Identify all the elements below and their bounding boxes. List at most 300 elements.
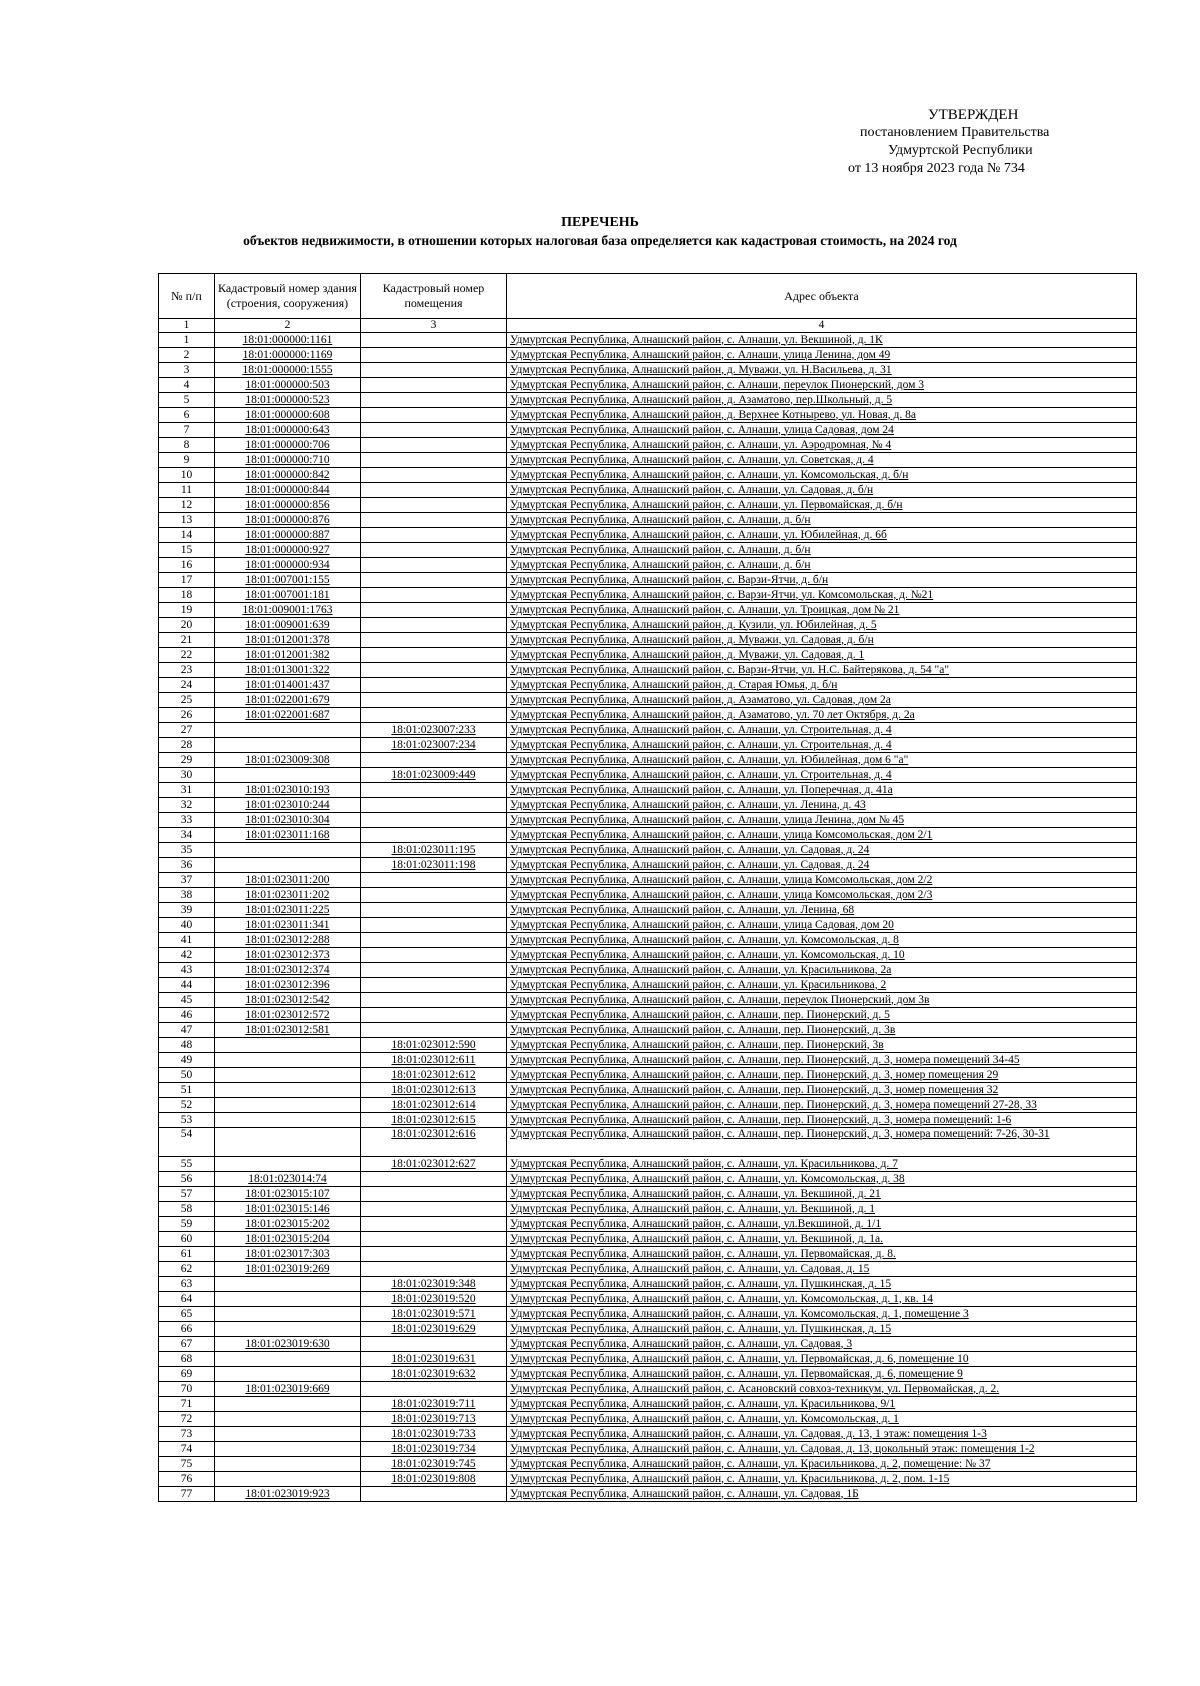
- object-address: Удмуртская Республика, Алнашский район, с. Алнаши, пер. Пионерский, д. 5: [507, 1008, 1137, 1023]
- table-row: [159, 918, 1137, 933]
- building-cadastral-number: [215, 1038, 361, 1053]
- room-cadastral-number: 18:01:023019:348: [361, 1277, 507, 1292]
- row-number: 65: [159, 1307, 215, 1322]
- document-subtitle: объектов недвижимости, в отношении которых налоговая база определяется как кадастровая стоимость, на 2024 год: [243, 233, 957, 248]
- row-number: 71: [159, 1397, 215, 1412]
- table-row: [159, 1457, 1137, 1472]
- object-address: Удмуртская Республика, Алнашский район, с. Алнаши, ул. Юбилейная, д. 6б: [507, 528, 1137, 543]
- table-row: [159, 768, 1137, 783]
- building-cadastral-number: 18:01:000000:887: [215, 528, 361, 543]
- row-number: 47: [159, 1023, 215, 1038]
- row-number: 50: [159, 1068, 215, 1083]
- object-address: Удмуртская Республика, Алнашский район, с. Алнаши, пер. Пионерский, д. 3, номер помещения 32: [507, 1083, 1137, 1098]
- table-row: [159, 1232, 1137, 1247]
- building-cadastral-number: [215, 1292, 361, 1307]
- row-number: 66: [159, 1322, 215, 1337]
- row-number: 73: [159, 1427, 215, 1442]
- row-number: 17: [159, 573, 215, 588]
- room-cadastral-number: [361, 918, 507, 933]
- object-address: Удмуртская Республика, Алнашский район, с. Алнаши, ул. Векшиной, д. 21: [507, 1187, 1137, 1202]
- row-number: 62: [159, 1262, 215, 1277]
- room-cadastral-number: [361, 963, 507, 978]
- building-cadastral-number: 18:01:023011:168: [215, 828, 361, 843]
- row-number: 74: [159, 1442, 215, 1457]
- row-number: 5: [159, 393, 215, 408]
- room-cadastral-number: [361, 543, 507, 558]
- room-cadastral-number: [361, 1262, 507, 1277]
- object-address: Удмуртская Республика, Алнашский район, с. Алнаши, улица Садовая, дом 24: [507, 423, 1137, 438]
- object-address: Удмуртская Республика, Алнашский район, с. Алнаши, переулок Пионерский, дом 3: [507, 378, 1137, 393]
- row-number: 11: [159, 483, 215, 498]
- row-number: 39: [159, 903, 215, 918]
- row-number: 72: [159, 1412, 215, 1427]
- room-cadastral-number: [361, 1008, 507, 1023]
- room-cadastral-number: [361, 678, 507, 693]
- row-number: 64: [159, 1292, 215, 1307]
- table-row: [159, 468, 1137, 483]
- column-number: 4: [507, 319, 1137, 333]
- room-cadastral-number: 18:01:023009:449: [361, 768, 507, 783]
- object-address: Удмуртская Республика, Алнашский район, с. Алнаши, ул. Комсомольская, д. 10: [507, 948, 1137, 963]
- building-cadastral-number: 18:01:000000:643: [215, 423, 361, 438]
- building-cadastral-number: 18:01:023010:193: [215, 783, 361, 798]
- room-cadastral-number: [361, 498, 507, 513]
- object-address: Удмуртская Республика, Алнашский район, д. Муважи, ул. Садовая, д. б/н: [507, 633, 1137, 648]
- table-row: [159, 1487, 1137, 1502]
- object-address: Удмуртская Республика, Алнашский район, с. Алнаши, ул. Юбилейная, дом 6 "а": [507, 753, 1137, 768]
- building-cadastral-number: [215, 1412, 361, 1427]
- building-cadastral-number: 18:01:023011:202: [215, 888, 361, 903]
- room-cadastral-number: [361, 933, 507, 948]
- room-cadastral-number: [361, 753, 507, 768]
- table-row: [159, 1068, 1137, 1083]
- room-cadastral-number: [361, 408, 507, 423]
- object-address: Удмуртская Республика, Алнашский район, с. Алнаши, улица Садовая, дом 20: [507, 918, 1137, 933]
- table-row: [159, 423, 1137, 438]
- building-cadastral-number: 18:01:022001:679: [215, 693, 361, 708]
- room-cadastral-number: 18:01:023011:198: [361, 858, 507, 873]
- object-address: Удмуртская Республика, Алнашский район, с. Алнаши, ул. Садовая, д. 24: [507, 858, 1137, 873]
- row-number: 34: [159, 828, 215, 843]
- building-cadastral-number: 18:01:023011:225: [215, 903, 361, 918]
- building-cadastral-number: 18:01:000000:934: [215, 558, 361, 573]
- building-cadastral-number: 18:01:012001:382: [215, 648, 361, 663]
- building-cadastral-number: 18:01:022001:687: [215, 708, 361, 723]
- row-number: 52: [159, 1098, 215, 1113]
- building-cadastral-number: [215, 738, 361, 753]
- row-number: 69: [159, 1367, 215, 1382]
- building-cadastral-number: [215, 1457, 361, 1472]
- table-row: [159, 378, 1137, 393]
- table-row: [159, 1053, 1137, 1068]
- building-cadastral-number: [215, 1128, 361, 1157]
- object-address: Удмуртская Республика, Алнашский район, с. Алнаши, ул. Первомайская, д. 6, помещение 10: [507, 1352, 1137, 1367]
- building-cadastral-number: [215, 1157, 361, 1172]
- column-number-row: [159, 319, 1137, 333]
- table-row: [159, 843, 1137, 858]
- table-row: [159, 678, 1137, 693]
- room-cadastral-number: [361, 948, 507, 963]
- room-cadastral-number: [361, 903, 507, 918]
- object-address: Удмуртская Республика, Алнашский район, с. Алнаши, ул. Первомайская, д. 6, помещение 9: [507, 1367, 1137, 1382]
- table-row: [159, 813, 1137, 828]
- building-cadastral-number: 18:01:007001:155: [215, 573, 361, 588]
- room-cadastral-number: [361, 573, 507, 588]
- object-address: Удмуртская Республика, Алнашский район, с. Алнаши, ул. Ленина, 68: [507, 903, 1137, 918]
- building-cadastral-number: 18:01:014001:437: [215, 678, 361, 693]
- table-row: [159, 1098, 1137, 1113]
- object-address: Удмуртская Республика, Алнашский район, с. Алнаши, ул. Векшиной, д. 1а.: [507, 1232, 1137, 1247]
- row-number: 61: [159, 1247, 215, 1262]
- object-address: Удмуртская Республика, Алнашский район, с. Алнаши, переулок Пионерский, дом 3в: [507, 993, 1137, 1008]
- row-number: 6: [159, 408, 215, 423]
- building-cadastral-number: [215, 1397, 361, 1412]
- row-number: 9: [159, 453, 215, 468]
- object-address: Удмуртская Республика, Алнашский район, с. Алнаши, ул. Пушкинская, д. 15: [507, 1322, 1137, 1337]
- room-cadastral-number: [361, 513, 507, 528]
- object-address: Удмуртская Республика, Алнашский район, с. Алнаши, д. б/н: [507, 558, 1137, 573]
- object-address: Удмуртская Республика, Алнашский район, с. Алнаши, ул. Садовая, д. 24: [507, 843, 1137, 858]
- building-cadastral-number: 18:01:000000:523: [215, 393, 361, 408]
- row-number: 29: [159, 753, 215, 768]
- building-cadastral-number: [215, 1113, 361, 1128]
- property-table: [158, 273, 1137, 1502]
- header-number: № п/п: [159, 274, 215, 319]
- building-cadastral-number: 18:01:023015:202: [215, 1217, 361, 1232]
- object-address: Удмуртская Республика, Алнашский район, с. Алнаши, ул. Ленина, д. 43: [507, 798, 1137, 813]
- building-cadastral-number: 18:01:023015:107: [215, 1187, 361, 1202]
- building-cadastral-number: 18:01:009001:639: [215, 618, 361, 633]
- room-cadastral-number: [361, 783, 507, 798]
- object-address: Удмуртская Республика, Алнашский район, с. Алнаши, улица Комсомольская, дом 2/3: [507, 888, 1137, 903]
- row-number: 18: [159, 588, 215, 603]
- row-number: 26: [159, 708, 215, 723]
- room-cadastral-number: [361, 1487, 507, 1502]
- building-cadastral-number: 18:01:012001:378: [215, 633, 361, 648]
- table-body: [159, 333, 1137, 1502]
- building-cadastral-number: 18:01:023019:269: [215, 1262, 361, 1277]
- row-number: 33: [159, 813, 215, 828]
- table-header-row: [159, 274, 1137, 319]
- room-cadastral-number: [361, 648, 507, 663]
- building-cadastral-number: 18:01:023014:74: [215, 1172, 361, 1187]
- row-number: 42: [159, 948, 215, 963]
- table-row: [159, 348, 1137, 363]
- building-cadastral-number: 18:01:000000:1555: [215, 363, 361, 378]
- object-address: Удмуртская Республика, Алнашский район, с. Варзи-Ятчи, д. б/н: [507, 573, 1137, 588]
- building-cadastral-number: [215, 1277, 361, 1292]
- object-address: Удмуртская Республика, Алнашский район, с. Алнаши, ул. Садовая, д. б/н: [507, 483, 1137, 498]
- room-cadastral-number: [361, 663, 507, 678]
- table-row: [159, 1412, 1137, 1427]
- room-cadastral-number: [361, 873, 507, 888]
- table-row: [159, 1038, 1137, 1053]
- room-cadastral-number: 18:01:023012:615: [361, 1113, 507, 1128]
- object-address: Удмуртская Республика, Алнашский район, с. Алнаши, ул. Строительная, д. 4: [507, 723, 1137, 738]
- row-number: 77: [159, 1487, 215, 1502]
- table-row: [159, 1442, 1137, 1457]
- building-cadastral-number: 18:01:000000:1161: [215, 333, 361, 348]
- building-cadastral-number: [215, 1053, 361, 1068]
- column-number: 1: [159, 319, 215, 333]
- object-address: Удмуртская Республика, Алнашский район, с. Алнаши, пер. Пионерский, д. 3, номера помещений 34-45: [507, 1053, 1137, 1068]
- room-cadastral-number: [361, 348, 507, 363]
- object-address: Удмуртская Республика, Алнашский район, с. Алнаши, ул. Векшиной, д. 1К: [507, 333, 1137, 348]
- row-number: 8: [159, 438, 215, 453]
- building-cadastral-number: [215, 768, 361, 783]
- room-cadastral-number: 18:01:023019:734: [361, 1442, 507, 1457]
- object-address: Удмуртская Республика, Алнашский район, с. Алнаши, ул. Первомайская, д. 8.: [507, 1247, 1137, 1262]
- table-row: [159, 1352, 1137, 1367]
- row-number: 38: [159, 888, 215, 903]
- building-cadastral-number: 18:01:013001:322: [215, 663, 361, 678]
- table-row: [159, 873, 1137, 888]
- table-row: [159, 1217, 1137, 1232]
- object-address: Удмуртская Республика, Алнашский район, с. Алнаши, улица Комсомольская, дом 2/2: [507, 873, 1137, 888]
- room-cadastral-number: [361, 1172, 507, 1187]
- table-row: [159, 438, 1137, 453]
- row-number: 24: [159, 678, 215, 693]
- row-number: 48: [159, 1038, 215, 1053]
- table-row: [159, 528, 1137, 543]
- building-cadastral-number: [215, 1427, 361, 1442]
- object-address: Удмуртская Республика, Алнашский район, с. Алнаши, ул. Советская, д. 4: [507, 453, 1137, 468]
- row-number: 43: [159, 963, 215, 978]
- row-number: 19: [159, 603, 215, 618]
- room-cadastral-number: [361, 333, 507, 348]
- row-number: 23: [159, 663, 215, 678]
- object-address: Удмуртская Республика, Алнашский район, с. Алнаши, ул. Красильникова, 2: [507, 978, 1137, 993]
- object-address: Удмуртская Республика, Алнашский район, д. Муважи, ул. Садовая, д. 1: [507, 648, 1137, 663]
- room-cadastral-number: [361, 633, 507, 648]
- table-row: [159, 1083, 1137, 1098]
- table-row: [159, 888, 1137, 903]
- object-address: Удмуртская Республика, Алнашский район, с. Алнаши, ул. Векшиной, д. 1: [507, 1202, 1137, 1217]
- room-cadastral-number: 18:01:023019:713: [361, 1412, 507, 1427]
- table-row: [159, 543, 1137, 558]
- object-address: Удмуртская Республика, Алнашский район, с. Алнаши, ул. Садовая, д. 15: [507, 1262, 1137, 1277]
- table-row: [159, 693, 1137, 708]
- object-address: Удмуртская Республика, Алнашский район, с. Алнаши, д. б/н: [507, 513, 1137, 528]
- building-cadastral-number: 18:01:000000:710: [215, 453, 361, 468]
- table-row: [159, 858, 1137, 873]
- row-number: 30: [159, 768, 215, 783]
- object-address: Удмуртская Республика, Алнашский район, с. Варзи-Ятчи, ул. Н.С. Байтерякова, д. 54 "а": [507, 663, 1137, 678]
- table-row: [159, 708, 1137, 723]
- object-address: Удмуртская Республика, Алнашский район, с. Алнаши, ул. Садовая, 1Б: [507, 1487, 1137, 1502]
- building-cadastral-number: 18:01:009001:1763: [215, 603, 361, 618]
- room-cadastral-number: [361, 618, 507, 633]
- table-row: [159, 483, 1137, 498]
- room-cadastral-number: [361, 993, 507, 1008]
- table-row: [159, 738, 1137, 753]
- room-cadastral-number: [361, 1023, 507, 1038]
- building-cadastral-number: 18:01:000000:842: [215, 468, 361, 483]
- table-row: [159, 1277, 1137, 1292]
- table-row: [159, 588, 1137, 603]
- table-row: [159, 1322, 1137, 1337]
- room-cadastral-number: [361, 1247, 507, 1262]
- room-cadastral-number: [361, 813, 507, 828]
- row-number: 63: [159, 1277, 215, 1292]
- room-cadastral-number: 18:01:023019:631: [361, 1352, 507, 1367]
- room-cadastral-number: [361, 558, 507, 573]
- room-cadastral-number: [361, 1337, 507, 1352]
- building-cadastral-number: 18:01:023019:669: [215, 1382, 361, 1397]
- building-cadastral-number: 18:01:023015:204: [215, 1232, 361, 1247]
- header-building-cadastral: Кадастровый номер здания (строения, сооружения): [215, 274, 361, 319]
- row-number: 3: [159, 363, 215, 378]
- row-number: 75: [159, 1457, 215, 1472]
- room-cadastral-number: 18:01:023012:627: [361, 1157, 507, 1172]
- row-number: 14: [159, 528, 215, 543]
- building-cadastral-number: 18:01:023012:373: [215, 948, 361, 963]
- room-cadastral-number: [361, 978, 507, 993]
- room-cadastral-number: [361, 468, 507, 483]
- column-number: 3: [361, 319, 507, 333]
- room-cadastral-number: 18:01:023012:614: [361, 1098, 507, 1113]
- room-cadastral-number: [361, 798, 507, 813]
- object-address: Удмуртская Республика, Алнашский район, д. Азаматово, ул. Садовая, дом 2а: [507, 693, 1137, 708]
- approval-stamp: [848, 106, 1080, 178]
- room-cadastral-number: 18:01:023007:233: [361, 723, 507, 738]
- object-address: Удмуртская Республика, Алнашский район, с. Алнаши, ул. Комсомольская, д. б/н: [507, 468, 1137, 483]
- row-number: 10: [159, 468, 215, 483]
- building-cadastral-number: 18:01:023010:244: [215, 798, 361, 813]
- row-number: 58: [159, 1202, 215, 1217]
- building-cadastral-number: 18:01:023012:396: [215, 978, 361, 993]
- table-row: [159, 963, 1137, 978]
- row-number: 55: [159, 1157, 215, 1172]
- building-cadastral-number: [215, 1307, 361, 1322]
- table-row: [159, 1023, 1137, 1038]
- row-number: 16: [159, 558, 215, 573]
- approval-line-1: постановлением Правительства: [860, 125, 1050, 140]
- object-address: Удмуртская Республика, Алнашский район, с. Алнаши, ул. Комсомольская, д. 8: [507, 933, 1137, 948]
- room-cadastral-number: [361, 453, 507, 468]
- object-address: Удмуртская Республика, Алнашский район, с. Алнаши, пер. Пионерский, д. 3, номера помещений: 1-6: [507, 1113, 1137, 1128]
- room-cadastral-number: [361, 828, 507, 843]
- room-cadastral-number: 18:01:023011:195: [361, 843, 507, 858]
- table-row: [159, 1247, 1137, 1262]
- room-cadastral-number: [361, 1232, 507, 1247]
- building-cadastral-number: 18:01:000000:844: [215, 483, 361, 498]
- table-row: [159, 453, 1137, 468]
- table-row: [159, 1367, 1137, 1382]
- room-cadastral-number: 18:01:023019:711: [361, 1397, 507, 1412]
- table-row: [159, 1382, 1137, 1397]
- room-cadastral-number: 18:01:023019:520: [361, 1292, 507, 1307]
- table-row: [159, 1172, 1137, 1187]
- object-address: Удмуртская Республика, Алнашский район, с. Алнаши, ул. Первомайская, д. б/н: [507, 498, 1137, 513]
- object-address: Удмуртская Республика, Алнашский район, д. Верхнее Котнырево, ул. Новая, д. 8а: [507, 408, 1137, 423]
- row-number: 13: [159, 513, 215, 528]
- row-number: 4: [159, 378, 215, 393]
- room-cadastral-number: [361, 378, 507, 393]
- table-row: [159, 753, 1137, 768]
- room-cadastral-number: 18:01:023007:234: [361, 738, 507, 753]
- header-room-cadastral: Кадастровый номер помещения: [361, 274, 507, 319]
- row-number: 31: [159, 783, 215, 798]
- room-cadastral-number: [361, 423, 507, 438]
- row-number: 28: [159, 738, 215, 753]
- object-address: Удмуртская Республика, Алнашский район, с. Алнаши, ул. Садовая, д. 13, 1 этаж: помещения 1-3: [507, 1427, 1137, 1442]
- building-cadastral-number: [215, 858, 361, 873]
- row-number: 32: [159, 798, 215, 813]
- room-cadastral-number: [361, 393, 507, 408]
- row-number: 2: [159, 348, 215, 363]
- room-cadastral-number: [361, 1202, 507, 1217]
- building-cadastral-number: 18:01:023011:341: [215, 918, 361, 933]
- row-number: 70: [159, 1382, 215, 1397]
- row-number: 46: [159, 1008, 215, 1023]
- room-cadastral-number: [361, 693, 507, 708]
- row-number: 57: [159, 1187, 215, 1202]
- table-row: [159, 363, 1137, 378]
- table-row: [159, 1008, 1137, 1023]
- row-number: 67: [159, 1337, 215, 1352]
- building-cadastral-number: [215, 1352, 361, 1367]
- table-row: [159, 618, 1137, 633]
- table-row: [159, 1292, 1137, 1307]
- approval-line-3: от 13 ноября 2023 года № 734: [848, 161, 1025, 176]
- table-row: [159, 1128, 1137, 1157]
- building-cadastral-number: 18:01:007001:181: [215, 588, 361, 603]
- building-cadastral-number: 18:01:023012:572: [215, 1008, 361, 1023]
- room-cadastral-number: [361, 588, 507, 603]
- object-address: Удмуртская Республика, Алнашский район, с. Алнаши, ул. Красильникова, д. 2, пом. 1-15: [507, 1472, 1137, 1487]
- row-number: 40: [159, 918, 215, 933]
- object-address: Удмуртская Республика, Алнашский район, с. Алнаши, ул. Садовая, д. 13, цокольный этаж: помещения 1-2: [507, 1442, 1137, 1457]
- building-cadastral-number: 18:01:023012:581: [215, 1023, 361, 1038]
- document-title: ПЕРЕЧЕНЬ: [561, 215, 639, 230]
- row-number: 1: [159, 333, 215, 348]
- building-cadastral-number: 18:01:023011:200: [215, 873, 361, 888]
- table-row: [159, 948, 1137, 963]
- row-number: 25: [159, 693, 215, 708]
- object-address: Удмуртская Республика, Алнашский район, с. Асановский совхоз-техникум, ул. Первомайская, д. 2.: [507, 1382, 1137, 1397]
- table-row: [159, 978, 1137, 993]
- row-number: 15: [159, 543, 215, 558]
- object-address: Удмуртская Республика, Алнашский район, с. Алнаши, ул. Красильникова, 9/1: [507, 1397, 1137, 1412]
- building-cadastral-number: 18:01:000000:856: [215, 498, 361, 513]
- table-row: [159, 1337, 1137, 1352]
- object-address: Удмуртская Республика, Алнашский район, с. Алнаши, ул. Комсомольская, д. 1: [507, 1412, 1137, 1427]
- table-row: [159, 663, 1137, 678]
- building-cadastral-number: [215, 1472, 361, 1487]
- table-row: [159, 933, 1137, 948]
- building-cadastral-number: 18:01:023012:288: [215, 933, 361, 948]
- object-address: Удмуртская Республика, Алнашский район, с. Алнаши, ул. Красильникова, д. 7: [507, 1157, 1137, 1172]
- room-cadastral-number: [361, 363, 507, 378]
- table-row: [159, 1202, 1137, 1217]
- table-row: [159, 513, 1137, 528]
- object-address: Удмуртская Республика, Алнашский район, с. Алнаши, ул. Пушкинская, д. 15: [507, 1277, 1137, 1292]
- room-cadastral-number: 18:01:023012:590: [361, 1038, 507, 1053]
- object-address: Удмуртская Республика, Алнашский район, д. Старая Юмья, д. б/н: [507, 678, 1137, 693]
- building-cadastral-number: [215, 1068, 361, 1083]
- object-address: Удмуртская Республика, Алнашский район, с. Алнаши, ул. Троицкая, дом № 21: [507, 603, 1137, 618]
- approval-line-2: Удмуртской Республики: [888, 143, 1033, 158]
- object-address: Удмуртская Республика, Алнашский район, с. Алнаши, ул. Аэродромная, № 4: [507, 438, 1137, 453]
- table-row: [159, 1262, 1137, 1277]
- row-number: 56: [159, 1172, 215, 1187]
- table-row: [159, 1427, 1137, 1442]
- building-cadastral-number: [215, 1442, 361, 1457]
- object-address: Удмуртская Республика, Алнашский район, с. Алнаши, улица Ленина, дом 49: [507, 348, 1137, 363]
- table-row: [159, 1113, 1137, 1128]
- building-cadastral-number: 18:01:023010:304: [215, 813, 361, 828]
